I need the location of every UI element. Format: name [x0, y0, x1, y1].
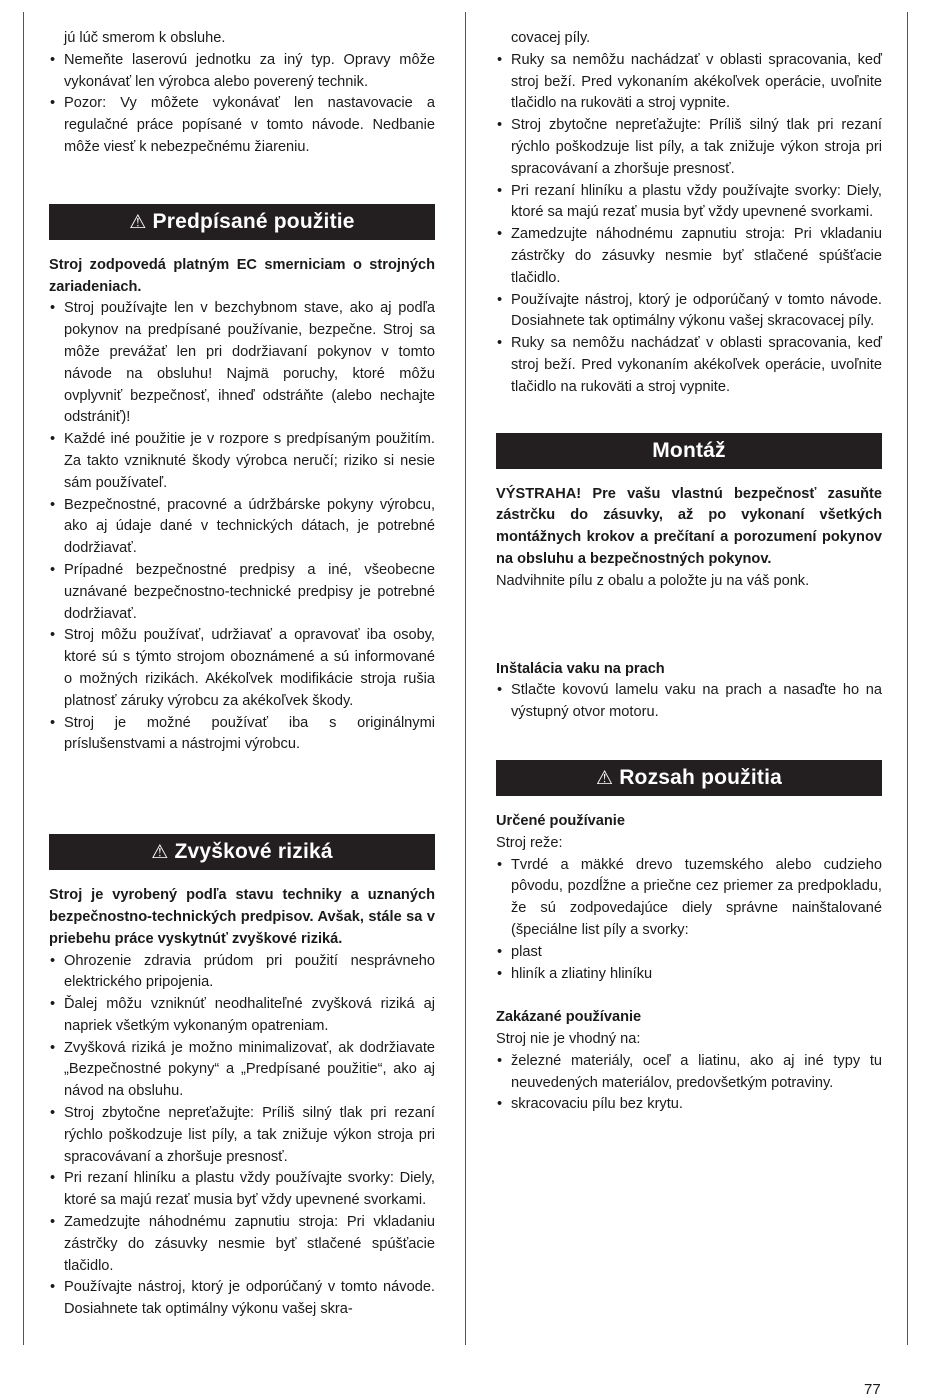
warning-icon: ⚠	[129, 211, 147, 233]
list-item: • skracovaciu pílu bez krytu.	[496, 1094, 882, 1116]
list-item: • Stroj je možné používať iba s originálnymi príslušenstvami a nástrojmi výrobcu.	[49, 713, 435, 757]
list-item: • Prípadné bezpečnostné predpisy a iné, všeobecne uznávané bezpečnostno-technické predpisy je potrebné dodržiavať.	[49, 560, 435, 625]
section-heading-rozsah-pouzitia	[496, 760, 882, 796]
section-lead: Stroj je vyrobený podľa stavu techniky a uznaných bezpečnostno-technických predpisov. Avšak, stále sa v priebehu práce vyskytnúť zvyškové riziká.	[49, 887, 435, 947]
left-column	[49, 28, 435, 1321]
section-title: Predpísané použitie	[152, 209, 355, 233]
list-item: • Každé iné použitie je v rozpore s predpísaným použitím. Za takto vzniknuté škody výrobca neručí; riziko si nesie sám používateľ.	[49, 429, 435, 494]
left-margin-rule	[23, 12, 24, 1345]
list-item: • železné materiály, oceľ a liatinu, ako aj iné typy tu neuvedených materiálov, predovšetkým potraviny.	[496, 1051, 882, 1095]
subsection-list	[496, 680, 882, 724]
list-item: • Zamedzujte náhodnému zapnutiu stroja: Pri vkladaniu zástrčky do zásuvky nesmie byť stlačené spúšťacie tlačidlo.	[49, 1212, 435, 1277]
forbidden-use-list	[496, 1051, 882, 1116]
list-item: • Pri rezaní hliníku a plastu vždy používajte svorky: Diely, ktoré sa majú rezať musia byť vždy upevnené svorkami.	[496, 181, 882, 225]
list-item: • Ohrozenie zdravia prúdom pri použití nesprávneho elektrického pripojenia.	[49, 951, 435, 995]
subsection-title: Určené používanie	[496, 812, 625, 829]
list-item: • Zvyšková riziká je možno minimalizovať, ak dodržiavate „Bezpečnostné pokyny“ a „Predpísané použitie“, ako aj návod na obsluhu.	[49, 1038, 435, 1103]
body-text: Stroj nie je vhodný na:	[496, 1031, 641, 1048]
center-column-rule	[465, 12, 466, 1345]
list-item: • Nemeňte laserovú jednotku za iný typ. Opravy môže vykonávať len výrobca alebo poverený technik.	[49, 50, 435, 94]
section-list	[49, 951, 435, 1322]
intended-use-list	[496, 855, 882, 986]
warning-icon: ⚠	[151, 842, 169, 864]
list-item: • Používajte nástroj, ktorý je odporúčaný v tomto návode. Dosiahnete tak optimálny výkonu vašej skra-	[49, 1277, 435, 1321]
section-heading-zvyskove-rizika	[49, 834, 435, 870]
list-item: • Ruky sa nemôžu nachádzať v oblasti spracovania, keď stroj beží. Pred vykonaním akékoľvek operácie, uvoľnite tlačidlo na rukoväti a stroj vypnite.	[496, 50, 882, 115]
list-item: • Stlačte kovovú lamelu vaku na prach a nasaďte ho na výstupný otvor motoru.	[496, 680, 882, 724]
right-column	[496, 28, 882, 1116]
section-title: Montáž	[652, 438, 726, 462]
list-item: • Stroj používajte len v bezchybnom stave, ako aj podľa pokynov na predpísané používanie, bezpečne. Stroj sa môže prevážať len pri dodržiavaní pokynov v tomto návode na obsluhu! Najmä poruchy, ktoré môžu ovplyvniť bezpečnosť, ihneď odstráňte (alebo nechajte odstrániť)!	[49, 298, 435, 429]
section-heading-predpisane-pouzitie	[49, 204, 435, 240]
list-item: • Ďalej môžu vzniknúť neodhaliteľné zvyšková riziká aj napriek všetkým vykonaným opatreniam.	[49, 994, 435, 1038]
list-item-continuation: covacej píly.	[511, 30, 591, 46]
page-number: 77	[864, 1381, 881, 1398]
section-heading-montaz	[496, 433, 882, 469]
section-lead: Stroj zodpovedá platným EC smerniciam o strojných zariadeniach.	[49, 256, 435, 295]
warning-icon: ⚠	[595, 767, 614, 789]
subsection-title: Zakázané používanie	[496, 1009, 642, 1026]
list-item: • Používajte nástroj, ktorý je odporúčaný v tomto návode. Dosiahnete tak optimálny výkonu vašej skracovacej píly.	[496, 290, 882, 334]
list-item: • Pozor: Vy môžete vykonávať len nastavovacie a regulačné práce popísané v tomto návode. Nedbanie môže viesť k nebezpečnému žiareniu.	[49, 93, 435, 158]
intro-list-right	[496, 28, 882, 399]
list-item: • hliník a zliatiny hliníku	[496, 964, 882, 986]
warning-text: VÝSTRAHA! Pre vašu vlastnú bezpečnosť zasuňte zástrčku do zásuvky, až po vykonaní všetkých montážnych krokov a prečítaní a porozumení pokynov na obsluhu a bezpečnostných pokynov.	[496, 485, 882, 567]
list-item: • Stroj môžu používať, udržiavať a opravovať iba osoby, ktoré sú s týmto strojom oboznámené a sú informované o možných rizikách. Akékoľvek modifikácie stroja rušia platnosť záruky výrobcu za akékoľvek škody.	[49, 625, 435, 712]
intro-list-left	[49, 28, 435, 159]
right-margin-rule	[907, 12, 908, 1345]
section-title: Zvyškové riziká	[174, 840, 333, 864]
list-item: • Stroj zbytočne nepreťažujte: Príliš silný tlak pri rezaní rýchlo poškodzuje list píly, a tak znižuje výkon stroja pri spracovávaní a zhoršuje presnosť.	[49, 1103, 435, 1168]
list-item: • Bezpečnostné, pracovné a údržbárske pokyny výrobcu, ako aj údaje dané v technických dátach, je potrebné dodržiavať.	[49, 495, 435, 560]
list-item: • Pri rezaní hliníku a plastu vždy používajte svorky: Diely, ktoré sa majú rezať musia byť vždy upevnené svorkami.	[49, 1168, 435, 1212]
section-list	[49, 298, 435, 756]
list-item: • Stroj zbytočne nepreťažujte: Príliš silný tlak pri rezaní rýchlo poškodzuje list píly, a tak znižuje výkon stroja pri spracovávaní a zhoršuje presnosť.	[496, 115, 882, 180]
body-text: Nadvihnite pílu z obalu a položte ju na váš ponk.	[496, 572, 810, 589]
list-item: • Zamedzujte náhodnému zapnutiu stroja: Pri vkladaniu zástrčky do zásuvky nesmie byť stlačené spúšťacie tlačidlo.	[496, 224, 882, 289]
subsection-title: Inštalácia vaku na prach	[496, 660, 665, 677]
body-text: Stroj reže:	[496, 834, 563, 851]
section-title: Rozsah použitia	[619, 765, 783, 789]
list-item: • plast	[496, 942, 882, 964]
list-item: • Ruky sa nemôžu nachádzať v oblasti spracovania, keď stroj beží. Pred vykonaním akékoľvek operácie, uvoľnite tlačidlo na rukoväti a stroj vypnite.	[496, 333, 882, 398]
list-item: • Tvrdé a mäkké drevo tuzemského alebo cudzieho pôvodu, pozdĺžne a priečne cez priemer za predpokladu, že sú zodpovedajúce diely správne nainštalované (špeciálne list píly a svorky:	[496, 855, 882, 942]
list-item-continuation: jú lúč smerom k obsluhe.	[64, 30, 226, 46]
